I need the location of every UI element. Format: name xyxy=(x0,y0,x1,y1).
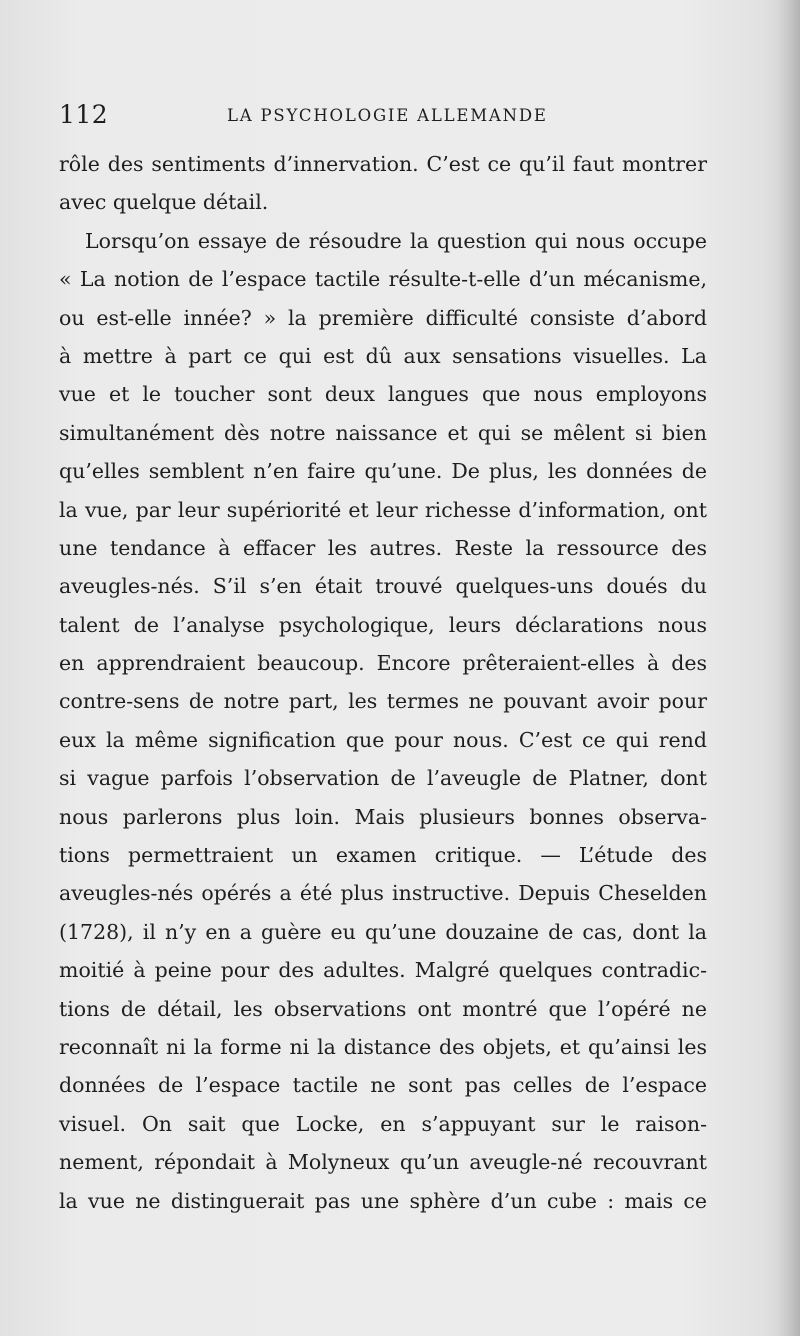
text-line: aveugles-nés opérés a été plus instructive. Depuis Cheselden xyxy=(59,881,707,906)
text-line: la vue, par leur supériorité et leur richesse d’information, ont xyxy=(59,497,707,522)
text-line: « La notion de l’espace tactile résulte-t-elle d’un mécanisme, xyxy=(59,267,707,292)
text-line: ou est-elle innée? » la première difficulté consiste d’abord xyxy=(59,305,707,330)
text-line: vue et le toucher sont deux langues que nous employons xyxy=(59,382,707,407)
text-line: nous parlerons plus loin. Mais plusieurs bonnes observa- xyxy=(59,804,707,829)
text-line: la vue ne distinguerait pas une sphère d’un cube : mais ce xyxy=(59,1188,707,1213)
text-line: visuel. On sait que Locke, en s’appuyant sur le raison- xyxy=(59,1111,707,1136)
body-text xyxy=(59,145,707,1220)
text-line: à mettre à part ce qui est dû aux sensations visuelles. La xyxy=(59,343,707,368)
text-line: aveugles-nés. S’il s’en était trouvé quelques-uns doués du xyxy=(59,574,707,599)
text-line: en apprendraient beaucoup. Encore prêteraient-elles à des xyxy=(59,651,707,676)
text-line: tions de détail, les observations ont montré que l’opéré ne xyxy=(59,996,707,1021)
text-line: nement, répondait à Molyneux qu’un aveugle-né recouvrant xyxy=(59,1150,707,1175)
page-edge-shadow xyxy=(776,0,800,1336)
text-line: (1728), il n’y en a guère eu qu’une douzaine de cas, dont la xyxy=(59,919,707,944)
text-line: si vague parfois l’observation de l’aveugle de Platner, dont xyxy=(59,766,707,791)
text-line: données de l’espace tactile ne sont pas celles de l’espace xyxy=(59,1073,707,1098)
text-line: reconnaît ni la forme ni la distance des objets, et qu’ainsi les xyxy=(59,1034,707,1059)
text-line: avec quelque détail. xyxy=(59,190,269,215)
page-number: 112 xyxy=(59,100,109,129)
text-line: eux la même signification que pour nous. C’est ce qui rend xyxy=(59,727,707,752)
text-line: contre-sens de notre part, les termes ne pouvant avoir pour xyxy=(59,689,707,714)
text-line: talent de l’analyse psychologique, leurs déclarations nous xyxy=(59,612,707,637)
text-line: simultanément dès notre naissance et qui se mêlent si bien xyxy=(59,420,707,445)
page-header xyxy=(59,100,709,134)
text-line: Lorsqu’on essaye de résoudre la question qui nous occupe xyxy=(85,228,707,253)
text-line: qu’elles semblent n’en faire qu’une. De plus, les données de xyxy=(59,459,707,484)
running-title: LA PSYCHOLOGIE ALLEMANDE xyxy=(227,106,548,125)
text-line: tions permettraient un examen critique. — L’étude des xyxy=(59,843,707,868)
text-line: moitié à peine pour des adultes. Malgré quelques contradic- xyxy=(59,958,707,983)
text-line: une tendance à effacer les autres. Reste la ressource des xyxy=(59,535,707,560)
text-line: rôle des sentiments d’innervation. C’est ce qu’il faut montrer xyxy=(59,152,707,176)
